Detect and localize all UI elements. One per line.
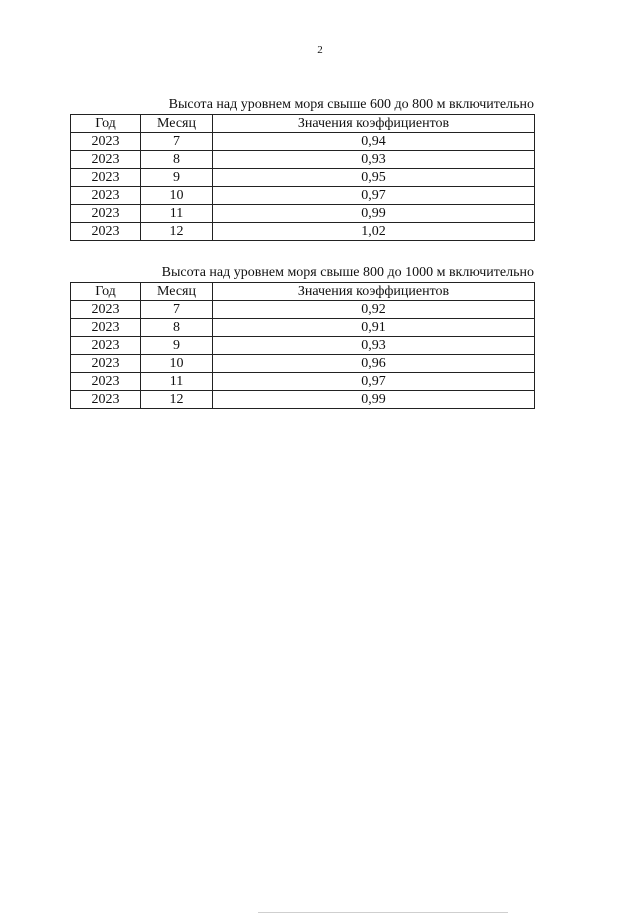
cell-coefficient: 0,95	[213, 169, 535, 187]
table-row	[71, 133, 535, 151]
cell-year: 2023	[71, 187, 141, 205]
cell-coefficient: 0,92	[213, 301, 535, 319]
table-header-row	[71, 283, 535, 301]
cell-year: 2023	[71, 301, 141, 319]
cell-month: 11	[141, 205, 213, 223]
cell-coefficient: 0,96	[213, 355, 535, 373]
table-row	[71, 355, 535, 373]
cell-month: 10	[141, 187, 213, 205]
cell-month: 10	[141, 355, 213, 373]
altitude-table-section-800-1000	[70, 264, 534, 409]
cell-year: 2023	[71, 391, 141, 409]
table-row	[71, 373, 535, 391]
cell-year: 2023	[71, 355, 141, 373]
cell-coefficient: 0,91	[213, 319, 535, 337]
table-row	[71, 319, 535, 337]
cell-month: 9	[141, 337, 213, 355]
cell-month: 9	[141, 169, 213, 187]
cell-year: 2023	[71, 151, 141, 169]
table-row	[71, 391, 535, 409]
cell-year: 2023	[71, 169, 141, 187]
cell-coefficient: 1,02	[213, 223, 535, 241]
cell-coefficient: 0,97	[213, 187, 535, 205]
column-header-year: Год	[71, 283, 141, 301]
cell-coefficient: 0,93	[213, 151, 535, 169]
table-row	[71, 337, 535, 355]
altitude-table-section-600-800	[70, 96, 534, 241]
table-row	[71, 223, 535, 241]
cell-coefficient: 0,93	[213, 337, 535, 355]
table-row	[71, 187, 535, 205]
cell-year: 2023	[71, 205, 141, 223]
column-header-month: Месяц	[141, 115, 213, 133]
cell-coefficient: 0,99	[213, 205, 535, 223]
cell-coefficient: 0,97	[213, 373, 535, 391]
cell-month: 12	[141, 223, 213, 241]
cell-month: 7	[141, 301, 213, 319]
cell-year: 2023	[71, 337, 141, 355]
cell-month: 11	[141, 373, 213, 391]
page-number: 2	[317, 44, 323, 56]
table-row	[71, 151, 535, 169]
table-row	[71, 301, 535, 319]
coefficients-table	[70, 282, 535, 409]
table-row	[71, 169, 535, 187]
table-header-row	[71, 115, 535, 133]
cell-year: 2023	[71, 223, 141, 241]
table-title: Высота над уровнем моря свыше 600 до 800 м включительно	[168, 97, 534, 112]
cell-month: 8	[141, 151, 213, 169]
cell-coefficient: 0,99	[213, 391, 535, 409]
cell-year: 2023	[71, 373, 141, 391]
table-title: Высота над уровнем моря свыше 800 до 1000 м включительно	[161, 265, 534, 280]
cell-year: 2023	[71, 319, 141, 337]
column-header-coefficient: Значения коэффициентов	[213, 115, 535, 133]
scan-edge-line	[258, 912, 508, 913]
column-header-coefficient: Значения коэффициентов	[213, 283, 535, 301]
cell-coefficient: 0,94	[213, 133, 535, 151]
table-row	[71, 205, 535, 223]
cell-month: 12	[141, 391, 213, 409]
column-header-month: Месяц	[141, 283, 213, 301]
cell-year: 2023	[71, 133, 141, 151]
cell-month: 8	[141, 319, 213, 337]
cell-month: 7	[141, 133, 213, 151]
column-header-year: Год	[71, 115, 141, 133]
coefficients-table	[70, 114, 535, 241]
